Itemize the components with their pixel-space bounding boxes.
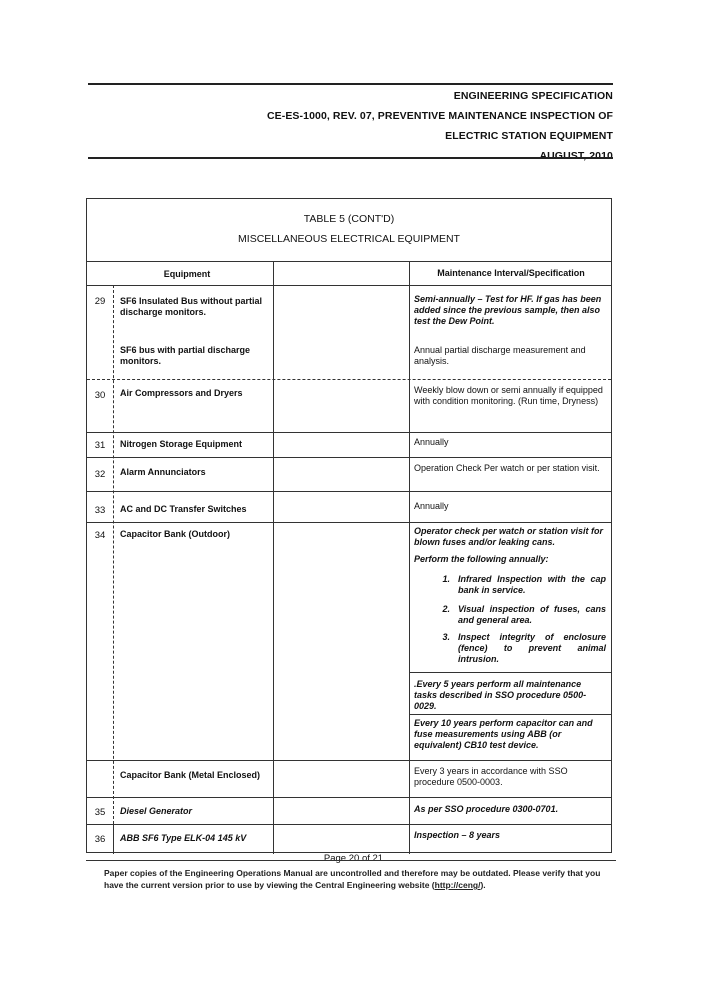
header-line-4: AUGUST, 2010 — [539, 150, 613, 162]
col-divider-blank — [273, 261, 274, 854]
row-34-maintenance-5yr: .Every 5 years perform all maintenance tasks described in SSO procedure 0500-0029. — [414, 679, 587, 711]
document-header — [267, 86, 613, 166]
row-29-maintenance: Semi-annually – Test for HF. If gas has been added since the previous sample, then also test the Dew Point. — [414, 294, 602, 326]
row-34-item-2-text: Visual inspection of fuses, cans and general area. — [458, 604, 606, 625]
row-32-maintenance: Operation Check Per watch or per station visit. — [414, 463, 600, 473]
page-number: Page 20 of 21 — [323, 853, 384, 864]
footer-note-suffix: ). — [480, 880, 486, 890]
row-34-item-1-number: 1. — [442, 574, 450, 584]
row-34-annual-heading: Perform the following annually: — [414, 554, 549, 564]
row-33-equipment: AC and DC Transfer Switches — [120, 504, 247, 514]
table-subtitle: MISCELLANEOUS ELECTRICAL EQUIPMENT — [238, 233, 460, 245]
row-30-number: 30 — [94, 390, 106, 401]
row-33-number: 33 — [94, 505, 106, 516]
row-34-item-1-text: Infrared Inspection with the cap bank in service. — [458, 574, 606, 595]
row-34b-equipment: Capacitor Bank (Metal Enclosed) — [120, 770, 261, 780]
row-30-maintenance: Weekly blow down or semi annually if equipped with condition monitoring. (Run time, Dryness) — [414, 385, 603, 406]
row-34-number: 34 — [94, 530, 106, 541]
header-rule-bottom — [88, 157, 613, 159]
rule-34-10yr — [409, 714, 612, 715]
row-34-item-2-number: 2. — [442, 604, 450, 614]
rule-title — [87, 261, 611, 262]
row-35-equipment: Diesel Generator — [120, 806, 193, 816]
rule-34-5yr — [409, 672, 612, 673]
row-34-maintenance-10yr: Every 10 years perform capacitor can and fuse measurements using ABB (or equivalent) CB10 test device. — [414, 718, 593, 750]
rule-row31 — [87, 457, 611, 458]
rule-row29 — [87, 379, 611, 380]
row-32-equipment: Alarm Annunciators — [120, 467, 206, 477]
col-divider-num — [113, 285, 114, 824]
row-29b-equipment: SF6 bus with partial discharge monitors. — [120, 345, 251, 366]
table-title-block — [87, 199, 611, 261]
header-line-3: ELECTRIC STATION EQUIPMENT — [445, 130, 613, 142]
row-36-equipment: ABB SF6 Type ELK-04 145 kV — [120, 833, 247, 843]
footer-rule — [86, 860, 616, 861]
row-34-equipment: Capacitor Bank (Outdoor) — [120, 529, 231, 539]
rule-row30 — [87, 432, 611, 433]
col-divider-maint — [409, 261, 410, 854]
row-34-item-3-text: Inspect integrity of enclosure (fence) to prevent animal intrusion. — [458, 632, 606, 664]
col-divider-num-bottom — [113, 824, 114, 854]
row-35-maintenance: As per SSO procedure 0300-0701. — [414, 804, 559, 814]
row-29-equipment: SF6 Insulated Bus without partial discharge monitors. — [120, 296, 263, 317]
row-35-number: 35 — [94, 807, 106, 818]
row-34-maintenance-intro: Operator check per watch or station visit for blown fuses and/or leaking cans. — [414, 526, 604, 547]
row-34b-maintenance: Every 3 years in accordance with SSO procedure 0500-0003. — [414, 766, 568, 787]
maintenance-table — [86, 198, 612, 853]
row-32-number: 32 — [94, 469, 106, 480]
header-line-2: CE-ES-1000, REV. 07, PREVENTIVE MAINTENANCE INSPECTION OF — [266, 110, 613, 122]
row-29b-maintenance: Annual partial discharge measurement and analysis. — [414, 345, 586, 366]
rule-colhead — [87, 285, 611, 286]
rule-row34 — [87, 760, 611, 761]
rule-row33 — [87, 522, 611, 523]
row-31-maintenance: Annually — [414, 437, 449, 447]
col-header-maintenance: Maintenance Interval/Specification — [437, 268, 585, 278]
row-30-equipment: Air Compressors and Dryers — [120, 388, 243, 398]
footer-note — [104, 867, 614, 891]
footer-note-text: Paper copies of the Engineering Operations Manual are uncontrolled and therefore may be outdated. Please verify that you have the current version prior to use by viewing the Central Engineering website ( — [104, 868, 601, 890]
row-36-number: 36 — [94, 834, 106, 845]
row-31-equipment: Nitrogen Storage Equipment — [120, 439, 243, 449]
table-title: TABLE 5 (CONT'D) — [303, 213, 395, 225]
row-33-maintenance: Annually — [414, 501, 449, 511]
header-rule-top — [88, 83, 613, 85]
rule-row32 — [87, 491, 611, 492]
rule-row35 — [87, 824, 611, 825]
row-34-item-3-number: 3. — [442, 632, 450, 642]
central-engineering-link[interactable]: http://ceng/ — [434, 880, 481, 890]
header-line-1: ENGINEERING SPECIFICATION — [453, 90, 613, 102]
row-29-number: 29 — [94, 296, 106, 307]
row-31-number: 31 — [94, 440, 106, 451]
rule-row34b — [87, 797, 611, 798]
col-header-equipment: Equipment — [163, 269, 211, 279]
row-36-maintenance: Inspection – 8 years — [414, 830, 501, 840]
